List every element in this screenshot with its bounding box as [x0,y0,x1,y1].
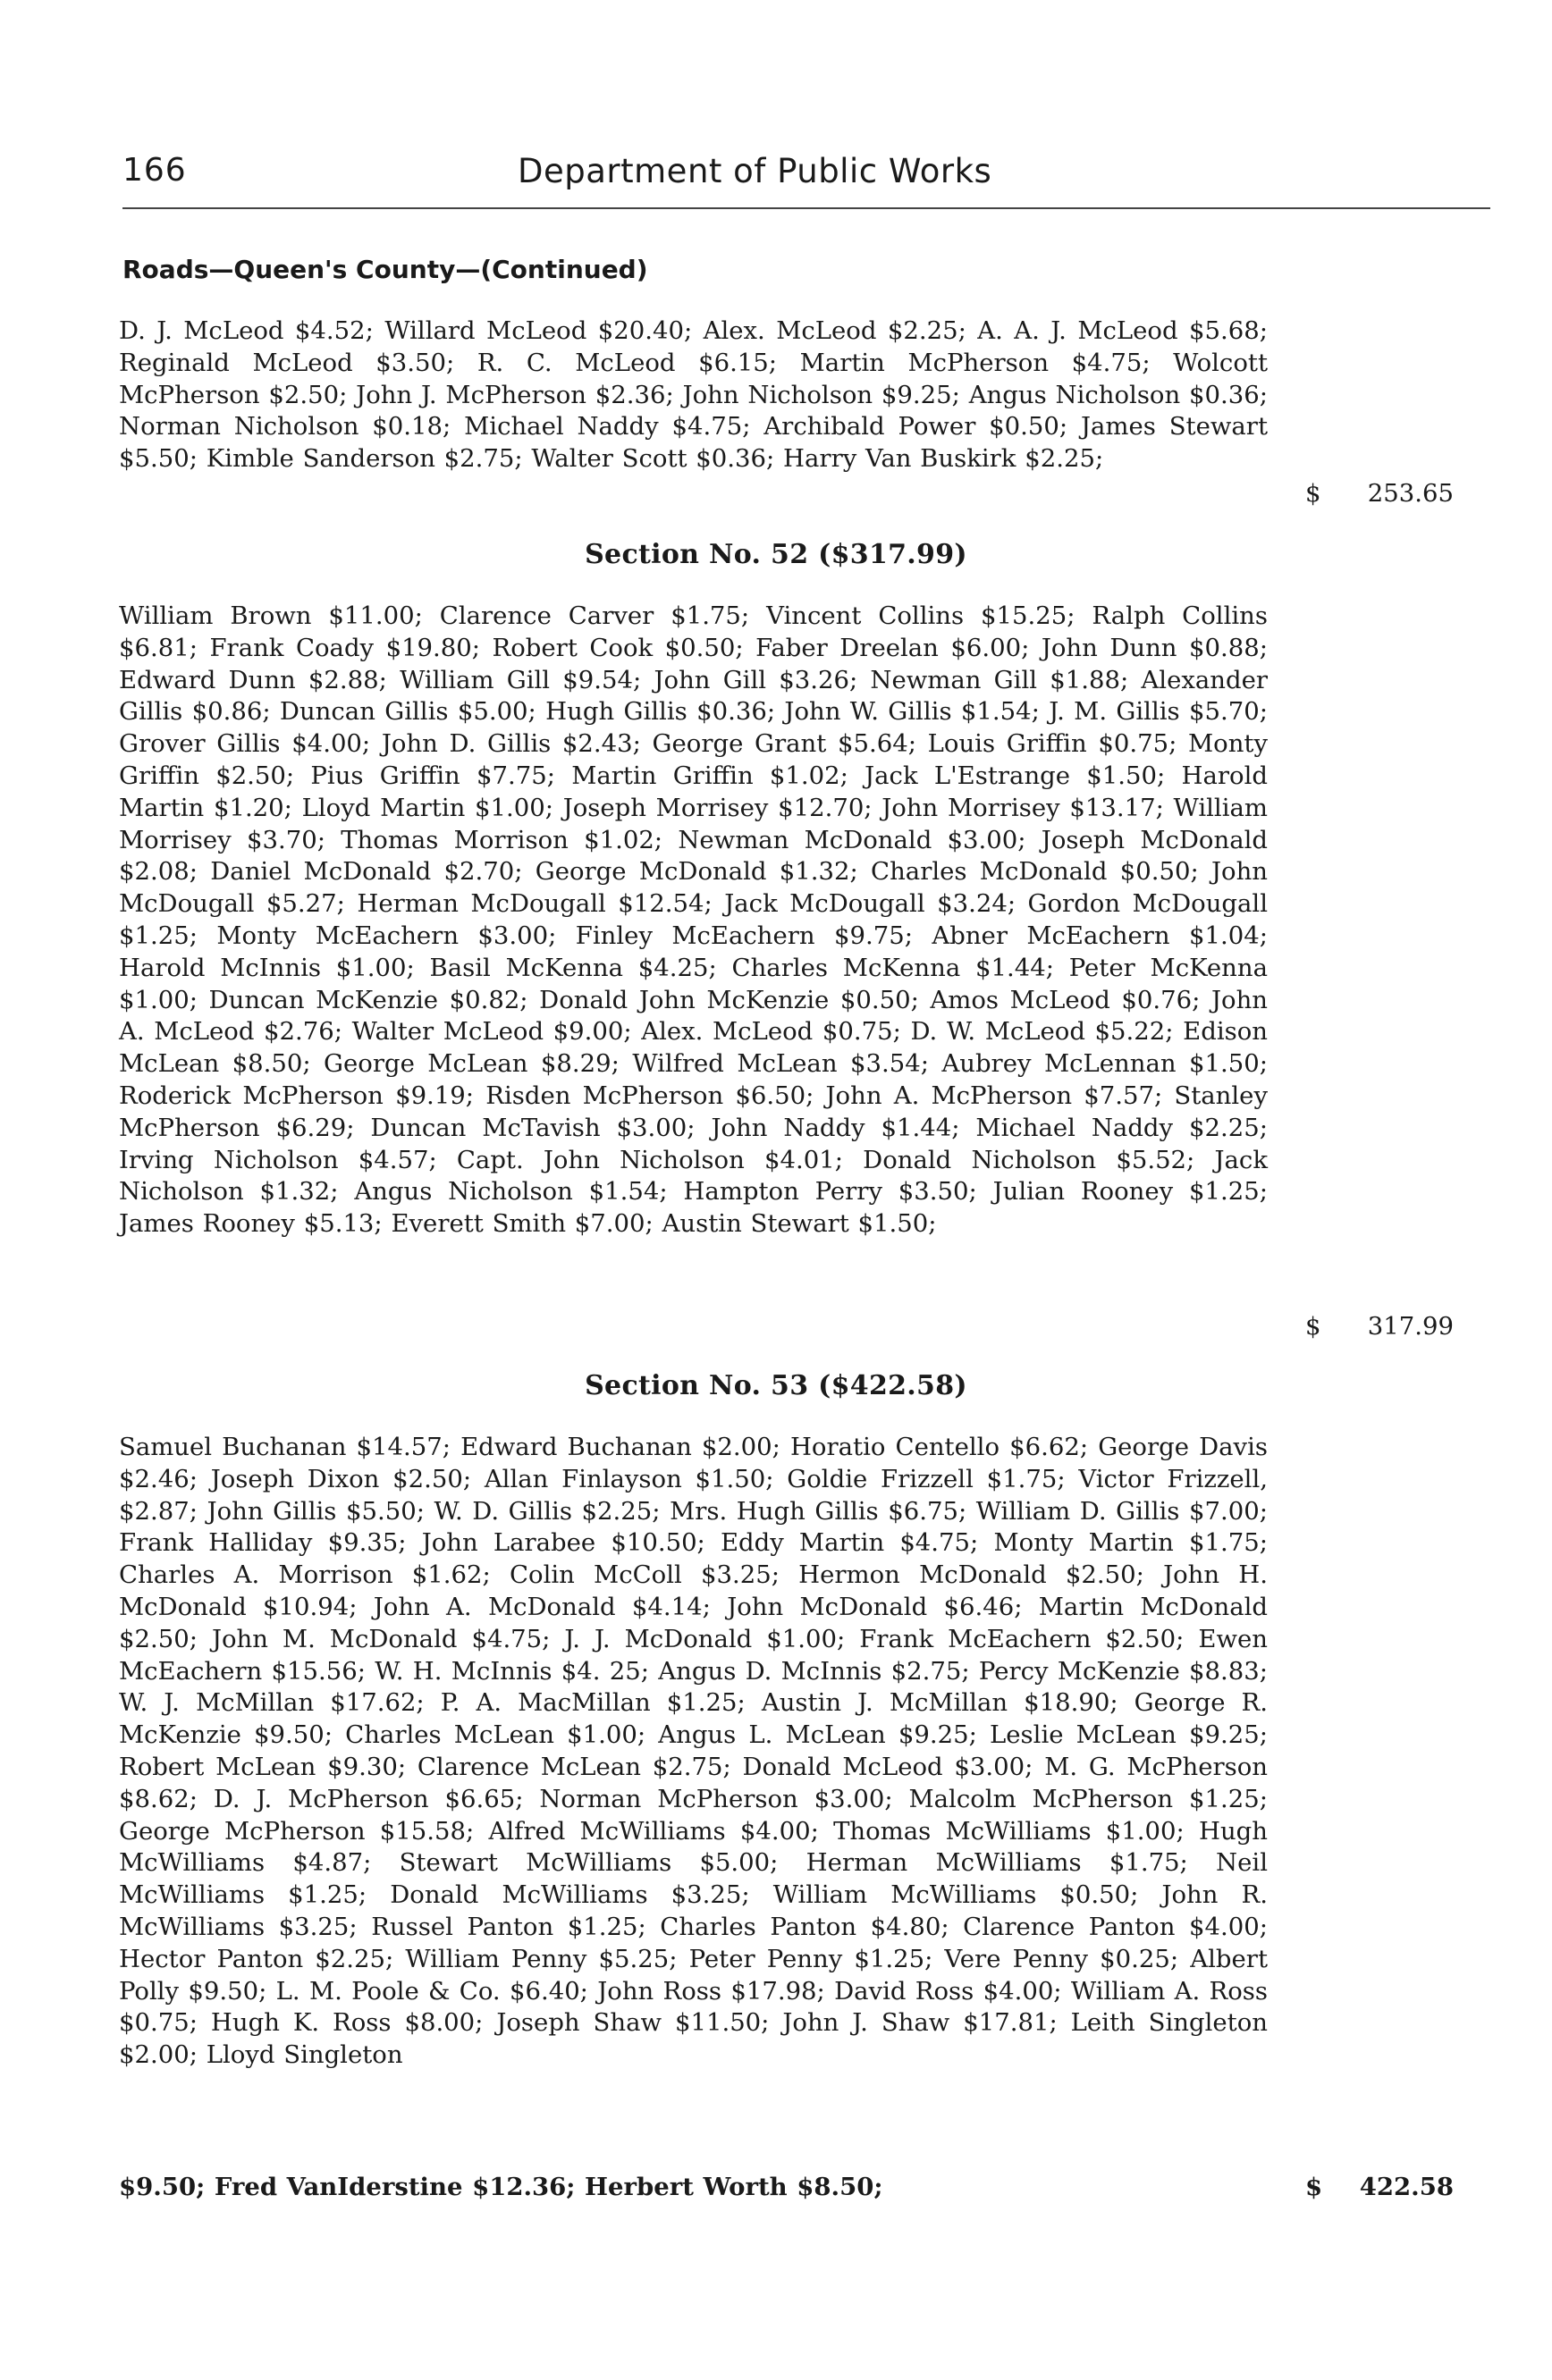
section-53-total-symbol: $ [1305,2173,1323,2201]
page-header [122,152,1490,206]
continued-heading: Roads—Queen's County—(Continued) [122,255,648,284]
section-53-heading: Section No. 53 ($422.58) [585,1370,967,1401]
continued-total-value: 253.65 [1367,479,1454,508]
page-number: 166 [122,152,187,189]
section-52-heading: Section No. 52 ($317.99) [585,539,967,570]
section-52-total-symbol: $ [1305,1312,1321,1341]
section-52-paragraph: William Brown $11.00; Clarence Carver $1.75; Vincent Collins $15.25; Ralph Collins $6.81; Frank Coady $19.80; Robert Cook $0.50; Faber Dreelan $6.00; John Dunn $0.88; Edward Dunn $2.88; William Gill $9.54; John Gill $3.26; Newman Gill $1.88; Alexander Gillis $0.86; Duncan Gillis $5.00; Hugh Gillis $0.36; John W. Gillis $1.54; J. M. Gillis $5.70; Grover Gillis $4.00; John D. Gillis $2.43; George Grant $5.64; Louis Griffin $0.75; Monty Griffin $2.50; Pius Griffin $7.75; Martin Griffin $1.02; Jack L'Estrange $1.50; Harold Martin $1.20; Lloyd Martin $1.00; Joseph Morrisey $12.70; John Morrisey $13.17; William Morrisey $3.70; Thomas Morrison $1.02; Newman McDonald $3.00; Joseph McDonald $2.08; Daniel McDonald $2.70; George McDonald $1.32; Charles McDonald $0.50; John McDougall $5.27; Herman McDougall $12.54; Jack McDougall $3.24; Gordon McDougall $1.25; Monty McEachern $3.00; Finley McEachern $9.75; Abner McEachern $1.04; Harold McInnis $1.00; Basil McKenna $4.25; Charles McKenna $1.44; Peter McKenna $1.00; Duncan McKenzie $0.82; Donald John McKenzie $0.50; Amos McLeod $0.76; John A. McLeod $2.76; Walter McLeod $9.00; Alex. McLeod $0.75; D. W. McLeod $5.22; Edison McLean $8.50; George McLean $8.29; Wilfred McLean $3.54; Aubrey McLennan $1.50; Roderick McPherson $9.19; Risden McPherson $6.50; John A. McPherson $7.57; Stanley McPherson $6.29; Duncan McTavish $3.00; John Naddy $1.44; Michael Naddy $2.25; Irving Nicholson $4.57; Capt. John Nicholson $4.01; Donald Nicholson $5.52; Jack Nicholson $1.32; Angus Nicholson $1.54; Hampton Perry $3.50; Julian Rooney $1.25; James Rooney $5.13; Everett Smith $7.00; Austin Stewart $1.50; [119,601,1268,1239]
continued-paragraph: D. J. McLeod $4.52; Willard McLeod $20.40; Alex. McLeod $2.25; A. A. J. McLeod $5.68; Reginald McLeod $3.50; R. C. McLeod $6.15; Martin McPherson $4.75; Wolcott McPherson $2.50; John J. McPherson $2.36; John Nicholson $9.25; Angus Nicholson $0.36; Norman Nicholson $0.18; Michael Naddy $4.75; Archibald Power $0.50; James Stewart $5.50; Kimble Sanderson $2.75; Walter Scott $0.36; Harry Van Buskirk $2.25; [119,316,1268,474]
section-53-paragraph: Samuel Buchanan $14.57; Edward Buchanan $2.00; Horatio Centello $6.62; George Davis $2.46; Joseph Dixon $2.50; Allan Finlayson $1.50; Goldie Frizzell $1.75; Victor Frizzell, $2.87; John Gillis $5.50; W. D. Gillis $2.25; Mrs. Hugh Gillis $6.75; William D. Gillis $7.00; Frank Halliday $9.35; John Larabee $10.50; Eddy Martin $4.75; Monty Martin $1.75; Charles A. Morrison $1.62; Colin McColl $3.25; Hermon McDonald $2.50; John H. McDonald $10.94; John A. McDonald $4.14; John McDonald $6.46; Martin McDonald $2.50; John M. McDonald $4.75; J. J. McDonald $1.00; Frank McEachern $2.50; Ewen McEachern $15.56; W. H. McInnis $4. 25; Angus D. McInnis $2.75; Percy McKenzie $8.83; W. J. McMillan $17.62; P. A. MacMillan $1.25; Austin J. McMillan $18.90; George R. McKenzie $9.50; Charles McLean $1.00; Angus L. McLean $9.25; Leslie McLean $9.25; Robert McLean $9.30; Clarence McLean $2.75; Donald McLeod $3.00; M. G. McPherson $8.62; D. J. McPherson $6.65; Norman McPherson $3.00; Malcolm McPherson $1.25; George McPherson $15.58; Alfred McWilliams $4.00; Thomas McWilliams $1.00; Hugh McWilliams $4.87; Stewart McWilliams $5.00; Herman McWilliams $1.75; Neil McWilliams $1.25; Donald McWilliams $3.25; William McWilliams $0.50; John R. McWilliams $3.25; Russel Panton $1.25; Charles Panton $4.80; Clarence Panton $4.00; Hector Panton $2.25; William Penny $5.25; Peter Penny $1.25; Vere Penny $0.25; Albert Polly $9.50; L. M. Poole & Co. $6.40; John Ross $17.98; David Ross $4.00; William A. Ross $0.75; Hugh K. Ross $8.00; Joseph Shaw $11.50; John J. Shaw $17.81; Leith Singleton $2.00; Lloyd Singleton [119,1433,1268,2070]
header-rule [122,207,1490,209]
section-52-total-value: 317.99 [1367,1312,1454,1341]
running-title: Department of Public Works [518,152,992,190]
section-53-last-line: $9.50; Fred VanIderstine $12.36; Herbert Worth $8.50; [119,2173,883,2201]
continued-total-symbol: $ [1305,479,1321,508]
section-53-total-value: 422.58 [1359,2173,1454,2201]
